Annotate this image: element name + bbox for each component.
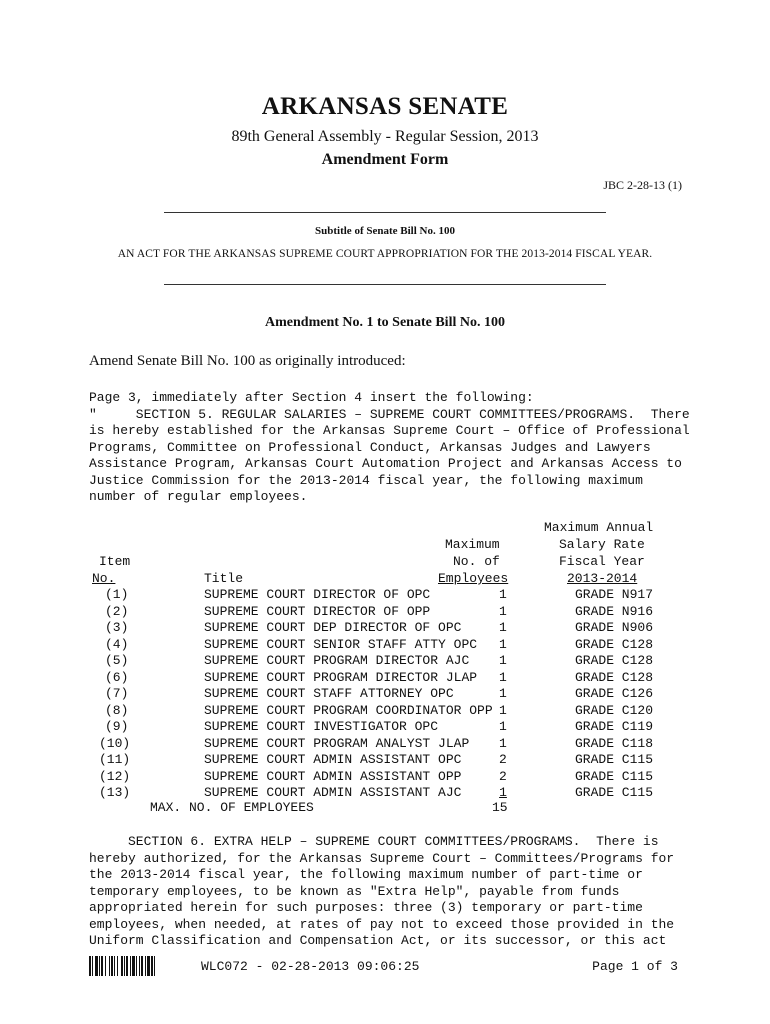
table-row bbox=[89, 604, 689, 620]
row-title: SUPREME COURT DIRECTOR OF OPC bbox=[204, 587, 431, 602]
row-count: 1 bbox=[499, 669, 507, 685]
table-row bbox=[89, 587, 689, 603]
table-row bbox=[89, 736, 689, 752]
row-item: (4) bbox=[105, 636, 129, 652]
header-salary-3: Fiscal Year bbox=[559, 554, 645, 569]
row-item: (2) bbox=[105, 603, 129, 619]
row-title: SUPREME COURT PROGRAM DIRECTOR JLAP bbox=[204, 669, 478, 685]
divider-top bbox=[164, 212, 606, 213]
text-line: temporary employees, to be known as "Extra Help", payable from funds bbox=[89, 883, 620, 899]
row-count: 2 bbox=[499, 752, 507, 767]
row-grade: GRADE C128 bbox=[575, 653, 654, 668]
page-number: Page 1 of 3 bbox=[592, 959, 678, 974]
header-salary-4: 2013-2014 bbox=[567, 571, 638, 586]
row-count: 1 bbox=[499, 702, 507, 718]
row-item: (7) bbox=[105, 686, 129, 701]
table-row bbox=[89, 703, 689, 719]
row-grade: GRADE C128 bbox=[575, 669, 654, 685]
text-line: Uniform Classification and Compensation Act, or its successor, or this act bbox=[89, 933, 667, 948]
header-item-1: Item bbox=[99, 554, 131, 569]
header-max-2: No. of bbox=[453, 554, 500, 569]
row-item: (13) bbox=[99, 785, 131, 800]
row-grade: GRADE N917 bbox=[575, 587, 654, 602]
text-line: hereby authorized, for the Arkansas Supreme Court – Committees/Programs for bbox=[89, 850, 675, 866]
row-item: (3) bbox=[105, 620, 129, 635]
row-item: (1) bbox=[105, 587, 129, 602]
reference-code: JBC 2-28-13 (1) bbox=[603, 178, 682, 192]
row-title: SUPREME COURT PROGRAM COORDINATOR OPP bbox=[204, 702, 493, 718]
row-grade: GRADE C120 bbox=[575, 702, 654, 718]
divider-bottom bbox=[164, 284, 606, 285]
text-line: Justice Commission for the 2013-2014 fiscal year, the following maximum bbox=[89, 472, 643, 488]
row-grade: GRADE C126 bbox=[575, 686, 654, 701]
row-item: (11) bbox=[99, 752, 131, 767]
header-max-3: Employees bbox=[438, 571, 509, 586]
max-total: 15 bbox=[492, 800, 508, 815]
text-line: number of regular employees. bbox=[89, 489, 308, 504]
text-line: Page 3, immediately after Section 4 insert the following: bbox=[89, 390, 534, 405]
text-line: " SECTION 5. REGULAR SALARIES – SUPREME COURT COMMITTEES/PROGRAMS. There bbox=[89, 406, 690, 422]
text-line: employees, when needed, at rates of pay not to exceed those provided in the bbox=[89, 916, 675, 932]
table-row bbox=[89, 686, 689, 702]
header-max-1: Maximum bbox=[445, 537, 500, 552]
row-grade: GRADE C115 bbox=[575, 785, 654, 800]
text-line: Assistance Program, Arkansas Court Automation Project and Arkansas Access to bbox=[89, 456, 682, 471]
row-item: (8) bbox=[105, 702, 129, 718]
row-item: (6) bbox=[105, 669, 129, 685]
row-count: 1 bbox=[499, 719, 507, 734]
row-title: SUPREME COURT SENIOR STAFF ATTY OPC bbox=[204, 636, 478, 652]
barcode-icon bbox=[89, 956, 181, 976]
table-row bbox=[89, 752, 689, 768]
row-title: SUPREME COURT DIRECTOR OF OPP bbox=[204, 603, 431, 619]
row-title: SUPREME COURT ADMIN ASSISTANT OPC bbox=[204, 752, 462, 767]
row-grade: GRADE C118 bbox=[575, 735, 654, 751]
row-item: (10) bbox=[99, 735, 131, 751]
row-count: 1 bbox=[499, 686, 507, 701]
form-name: Amendment Form bbox=[321, 151, 449, 168]
row-grade: GRADE N916 bbox=[575, 603, 654, 619]
document-title: ARKANSAS SENATE bbox=[261, 93, 509, 120]
header-item-2: No. bbox=[92, 571, 116, 586]
row-title: SUPREME COURT INVESTIGATOR OPC bbox=[204, 719, 439, 734]
row-count: 1 bbox=[499, 785, 507, 800]
header-title: Title bbox=[204, 571, 244, 586]
row-count: 1 bbox=[499, 636, 507, 652]
row-grade: GRADE C115 bbox=[575, 752, 654, 767]
row-count: 1 bbox=[499, 735, 507, 751]
text-line: Programs, Committee on Professional Conduct, Arkansas Judges and Lawyers bbox=[89, 439, 651, 455]
table-row bbox=[89, 620, 689, 636]
page-footer bbox=[89, 956, 689, 978]
table-row bbox=[89, 785, 689, 801]
table-row bbox=[89, 769, 689, 785]
act-title: AN ACT FOR THE ARKANSAS SUPREME COURT APPROPRIATION FOR THE 2013-2014 FISCAL YEAR. bbox=[117, 248, 653, 260]
max-employees-row bbox=[150, 800, 530, 816]
row-count: 1 bbox=[499, 603, 507, 619]
row-count: 1 bbox=[499, 653, 507, 668]
row-count: 1 bbox=[499, 587, 507, 602]
row-item: (5) bbox=[105, 653, 129, 668]
row-title: SUPREME COURT ADMIN ASSISTANT AJC bbox=[204, 785, 462, 800]
row-count: 1 bbox=[499, 620, 507, 635]
amendment-intro: Amend Senate Bill No. 100 as originally introduced: bbox=[89, 353, 406, 369]
row-grade: GRADE C128 bbox=[575, 636, 654, 652]
row-item: (9) bbox=[105, 719, 129, 734]
row-title: SUPREME COURT DEP DIRECTOR OF OPC bbox=[204, 620, 462, 635]
table-row bbox=[89, 653, 689, 669]
text-line: the 2013-2014 fiscal year, the following maximum number of part-time or bbox=[89, 867, 643, 882]
footer-document-ref: WLC072 - 02-28-2013 09:06:25 bbox=[201, 959, 420, 974]
text-line: appropriated herein for such purposes: three (3) temporary or part-time bbox=[89, 900, 643, 915]
row-grade: GRADE C119 bbox=[575, 719, 654, 734]
row-grade: GRADE C115 bbox=[575, 768, 654, 784]
text-line: SECTION 6. EXTRA HELP – SUPREME COURT COMMITTEES/PROGRAMS. There is bbox=[89, 834, 659, 849]
table-row bbox=[89, 719, 689, 735]
header-salary-1: Maximum Annual bbox=[544, 520, 654, 535]
amendment-heading: Amendment No. 1 to Senate Bill No. 100 bbox=[265, 315, 505, 330]
table-row bbox=[89, 637, 689, 653]
text-line: is hereby established for the Arkansas Supreme Court – Office of Professional bbox=[89, 423, 690, 438]
row-grade: GRADE N906 bbox=[575, 620, 654, 635]
bill-subtitle: Subtitle of Senate Bill No. 100 bbox=[315, 225, 455, 237]
row-title: SUPREME COURT STAFF ATTORNEY OPC bbox=[204, 686, 454, 701]
row-title: SUPREME COURT PROGRAM ANALYST JLAP bbox=[204, 735, 470, 751]
row-title: SUPREME COURT ADMIN ASSISTANT OPP bbox=[204, 768, 462, 784]
max-label: MAX. NO. OF EMPLOYEES bbox=[150, 800, 314, 815]
header-salary-2: Salary Rate bbox=[559, 537, 645, 552]
row-count: 2 bbox=[499, 768, 507, 784]
row-item: (12) bbox=[99, 768, 131, 784]
session-line: 89th General Assembly - Regular Session, 2013 bbox=[231, 128, 539, 145]
table-row bbox=[89, 670, 689, 686]
row-title: SUPREME COURT PROGRAM DIRECTOR AJC bbox=[204, 653, 470, 668]
